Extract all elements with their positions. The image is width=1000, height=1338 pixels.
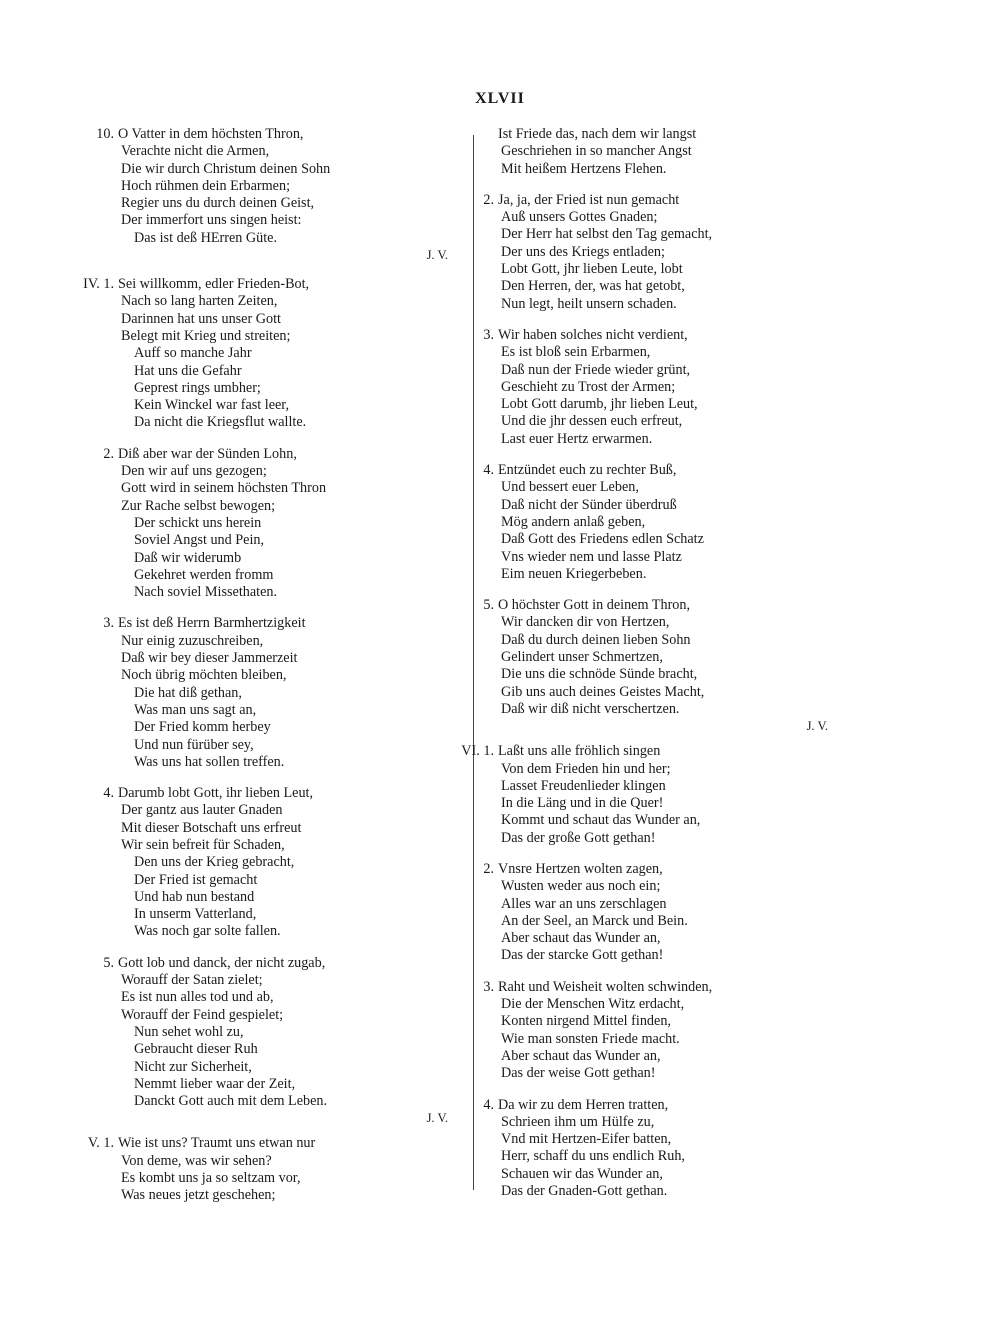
verse-line: Der immerfort uns singen heist:	[121, 212, 302, 229]
verse-line: Vnsre Hertzen wolten zagen,	[498, 860, 663, 877]
verse-line: Es ist nun alles tod und ab,	[121, 989, 274, 1006]
verse-line: Darinnen hat uns unser Gott	[121, 310, 281, 327]
verse-line: An der Seel, an Marck und Bein.	[501, 912, 688, 929]
verse-line: Darumb lobt Gott, ihr lieben Leut,	[118, 785, 314, 802]
signature	[118, 1110, 448, 1127]
verse-line: Mit dieser Botschaft uns erfreut	[121, 819, 302, 836]
verse-line: Daß nicht der Sünder überdruß	[501, 496, 677, 513]
signature-text: J. V.	[426, 248, 448, 263]
verse-line: Das der weise Gott gethan!	[501, 1065, 656, 1082]
verse-line: Vnd mit Hertzen-Eifer batten,	[501, 1131, 672, 1148]
stanza-number: 10.	[96, 126, 114, 142]
verse-line: Vns wieder nem und lasse Platz	[501, 548, 682, 565]
stanza-number: 5.	[483, 597, 494, 614]
verse-line: Und hab nun bestand	[134, 888, 255, 905]
verse-line: Geschriehen in so mancher Angst	[501, 143, 692, 160]
stanza	[96, 126, 448, 264]
stanza	[483, 597, 828, 735]
stanza-number: 2.	[483, 860, 494, 877]
verse-line: Gelindert unser Schmertzen,	[501, 649, 663, 666]
verse-line: Wie ist uns? Traumt uns etwan nur	[118, 1135, 316, 1152]
column-divider	[473, 135, 474, 1190]
stanza	[87, 1135, 448, 1204]
verse-line: Worauff der Feind gespielet;	[121, 1006, 284, 1023]
verse-line: Verachte nicht die Armen,	[121, 143, 270, 160]
verse-line: Daß nun der Friede wieder grünt,	[501, 361, 691, 378]
verse-line: Mög andern anlaß geben,	[501, 513, 646, 530]
verse-line: Zur Rache selbst bewogen;	[121, 497, 276, 514]
verse-line: Soviel Angst und Pein,	[134, 532, 265, 549]
verse-line: Sei willkomm, edler Frieden-Bot,	[118, 276, 310, 293]
verse-line: Aber schaut das Wunder an,	[501, 930, 661, 947]
verse-line: Und bessert euer Leben,	[501, 479, 639, 496]
verse-line: Was neues jetzt geschehen;	[121, 1187, 276, 1204]
verse-line: Von dem Frieden hin und her;	[501, 760, 671, 777]
verse-line: Wir haben solches nicht verdient,	[498, 326, 688, 343]
verse-line: Nun legt, heilt unsern schaden.	[501, 295, 677, 312]
stanza	[103, 785, 448, 941]
verse-line: Wusten weder aus noch ein;	[501, 878, 661, 895]
stanza-number: 4.	[483, 462, 494, 479]
stanza-number: 2.	[483, 191, 494, 208]
verse-line: Raht und Weisheit wolten schwinden,	[498, 978, 713, 995]
verse-line: Der gantz aus lauter Gnaden	[121, 802, 283, 819]
verse-line: Den Herren, der, was hat getobt,	[501, 278, 685, 295]
verse-line: Daß wir diß nicht verschertzen.	[501, 700, 680, 717]
verse-line: Von deme, was wir sehen?	[121, 1152, 272, 1169]
stanza-number: 3.	[483, 978, 494, 995]
verse-line: Geprest rings umbher;	[134, 379, 261, 396]
verse-line: Was uns hat sollen treffen.	[134, 753, 285, 770]
verse-line: Aber schaut das Wunder an,	[501, 1047, 661, 1064]
verse-line: Daß wir widerumb	[134, 549, 242, 566]
stanza-number: 4.	[103, 785, 114, 802]
verse-line: Eim neuen Kriegerbeben.	[501, 565, 647, 582]
verse-line: Gott lob und danck, der nicht zugab,	[118, 954, 326, 971]
verse-line: Das der starcke Gott gethan!	[501, 947, 664, 964]
signature	[498, 718, 828, 735]
verse-line: Danckt Gott auch mit dem Leben.	[134, 1093, 328, 1110]
verse-line: Ist Friede das, nach dem wir langst	[498, 126, 697, 142]
verse-line: Auff so manche Jahr	[134, 345, 252, 362]
verse-line: Die der Menschen Witz erdacht,	[501, 996, 685, 1013]
stanza-number: VI. 1.	[461, 743, 494, 760]
verse-line: Es ist bloß sein Erbarmen,	[501, 344, 651, 361]
verse-line: Lobt Gott darumb, jhr lieben Leut,	[501, 396, 698, 413]
verse-line: Gekehret werden fromm	[134, 566, 274, 583]
stanza	[483, 1096, 828, 1201]
verse-line: Auß unsers Gottes Gnaden;	[501, 209, 658, 226]
verse-line: Hat uns die Gefahr	[134, 362, 242, 379]
verse-line: Die wir durch Christum deinen Sohn	[121, 160, 331, 177]
verse-line: Da nicht die Kriegsflut wallte.	[134, 414, 307, 431]
stanza	[103, 445, 448, 602]
verse-line: Nemmt lieber waar der Zeit,	[134, 1075, 296, 1092]
verse-line: Worauff der Satan zielet;	[121, 972, 263, 989]
verse-line: Der uns des Kriegs entladen;	[501, 243, 665, 260]
verse-line: Es ist deß Herrn Barmhertzigkeit	[118, 615, 306, 632]
verse-line: Lobt Gott, jhr lieben Leute, lobt	[501, 261, 683, 278]
verse-line: Diß aber war der Sünden Lohn,	[118, 445, 297, 462]
verse-line: Da wir zu dem Herren tratten,	[498, 1096, 669, 1113]
verse-line: Nur einig zuzuschreiben,	[121, 632, 264, 649]
page-number: XLVII	[475, 90, 525, 107]
verse-line: Mit heißem Hertzens Flehen.	[501, 160, 667, 177]
verse-line: Was man uns sagt an,	[134, 701, 257, 718]
verse-line: Nicht zur Sicherheit,	[134, 1058, 252, 1075]
stanza	[83, 276, 448, 432]
left-column	[83, 126, 448, 1205]
verse-line: O höchster Gott in deinem Thron,	[498, 597, 691, 614]
verse-line: Der Herr hat selbst den Tag gemacht,	[501, 226, 713, 243]
verse-line: Kein Winckel war fast leer,	[134, 397, 289, 414]
verse-line: Herr, schaff du uns endlich Ruh,	[501, 1148, 685, 1165]
stanza	[483, 860, 828, 965]
stanza-number: IV. 1.	[83, 276, 114, 293]
verse-line: Schrieen ihm um Hülfe zu,	[501, 1113, 655, 1130]
verse-line: Entzündet euch zu rechter Buß,	[498, 462, 677, 479]
verse-line: Der Fried komm herbey	[134, 719, 271, 736]
verse-line: Wie man sonsten Friede macht.	[501, 1030, 680, 1047]
verse-line: Konten nirgend Mittel finden,	[501, 1013, 671, 1030]
verse-line: Gott wird in seinem höchsten Thron	[121, 480, 327, 497]
verse-line: Und die jhr dessen euch erfreut,	[501, 413, 683, 430]
stanza	[461, 743, 828, 847]
verse-line: Kommt und schaut das Wunder an,	[501, 812, 701, 829]
stanza	[103, 954, 448, 1128]
verse-line: Der schickt uns herein	[134, 514, 262, 531]
verse-line: Belegt mit Krieg und streiten;	[121, 327, 291, 344]
stanza	[483, 191, 828, 313]
signature-text: J. V.	[426, 1111, 448, 1126]
right-column	[461, 126, 828, 1200]
verse-line: Last euer Hertz erwarmen.	[501, 430, 653, 447]
stanza	[483, 326, 828, 448]
verse-line: Die uns die schnöde Sünde bracht,	[501, 666, 698, 683]
verse-line: Noch übrig möchten bleiben,	[121, 667, 287, 684]
signature	[118, 247, 448, 264]
verse-line: O Vatter in dem höchsten Thron,	[118, 126, 304, 142]
signature-text: J. V.	[806, 719, 828, 734]
verse-line: Das ist deß HErren Güte.	[134, 229, 278, 246]
verse-line: Lasset Freudenlieder klingen	[501, 777, 666, 794]
verse-line: Nach so lang harten Zeiten,	[121, 293, 278, 310]
verse-line: Den wir auf uns gezogen;	[121, 463, 267, 480]
verse-line: Nach soviel Missethaten.	[134, 584, 278, 601]
verse-line: Gib uns auch deines Geistes Macht,	[501, 683, 705, 700]
verse-line: Wir sein befreit für Schaden,	[121, 836, 285, 853]
verse-line: Daß wir bey dieser Jammerzeit	[121, 650, 298, 667]
stanza-number: V. 1.	[87, 1135, 114, 1152]
verse-line: Das der große Gott gethan!	[501, 829, 656, 846]
verse-line: Nun sehet wohl zu,	[134, 1023, 244, 1040]
stanza-number: 3.	[103, 615, 114, 632]
verse-line: Daß Gott des Friedens edlen Schatz	[501, 531, 704, 548]
stanza-number: 5.	[103, 954, 114, 971]
verse-line: Alles war an uns zerschlagen	[501, 895, 667, 912]
verse-line: Geschieht zu Trost der Armen;	[501, 378, 676, 395]
verse-line: Daß du durch deinen lieben Sohn	[501, 631, 691, 648]
verse-line: Den uns der Krieg gebracht,	[134, 854, 295, 871]
stanza-number: 3.	[483, 326, 494, 343]
verse-line: Ja, ja, der Fried ist nun gemacht	[498, 191, 680, 208]
verse-line: Wir dancken dir von Hertzen,	[501, 614, 670, 631]
stanza	[483, 462, 828, 583]
stanza	[498, 126, 828, 178]
verse-line: Das der Gnaden-Gott gethan.	[501, 1183, 668, 1200]
verse-line: Schauen wir das Wunder an,	[501, 1165, 663, 1182]
verse-line: In die Läng und in die Quer!	[501, 795, 664, 812]
verse-line: Laßt uns alle fröhlich singen	[498, 743, 661, 760]
verse-line: Was noch gar solte fallen.	[134, 923, 281, 940]
verse-line: Gebraucht dieser Ruh	[134, 1041, 258, 1058]
verse-line: Regier uns du durch deinen Geist,	[121, 195, 315, 212]
stanza-number: 2.	[103, 445, 114, 462]
stanza	[103, 615, 448, 771]
verse-line: Es kombt uns ja so seltzam vor,	[121, 1170, 301, 1187]
verse-line: Der Fried ist gemacht	[134, 871, 258, 888]
verse-line: In unserm Vatterland,	[134, 906, 257, 923]
verse-line: Hoch rühmen dein Erbarmen;	[121, 177, 291, 194]
stanza-number: 4.	[483, 1096, 494, 1113]
stanza	[483, 978, 828, 1083]
verse-line: Und nun fürüber sey,	[134, 736, 254, 753]
verse-line: Die hat diß gethan,	[134, 684, 242, 701]
